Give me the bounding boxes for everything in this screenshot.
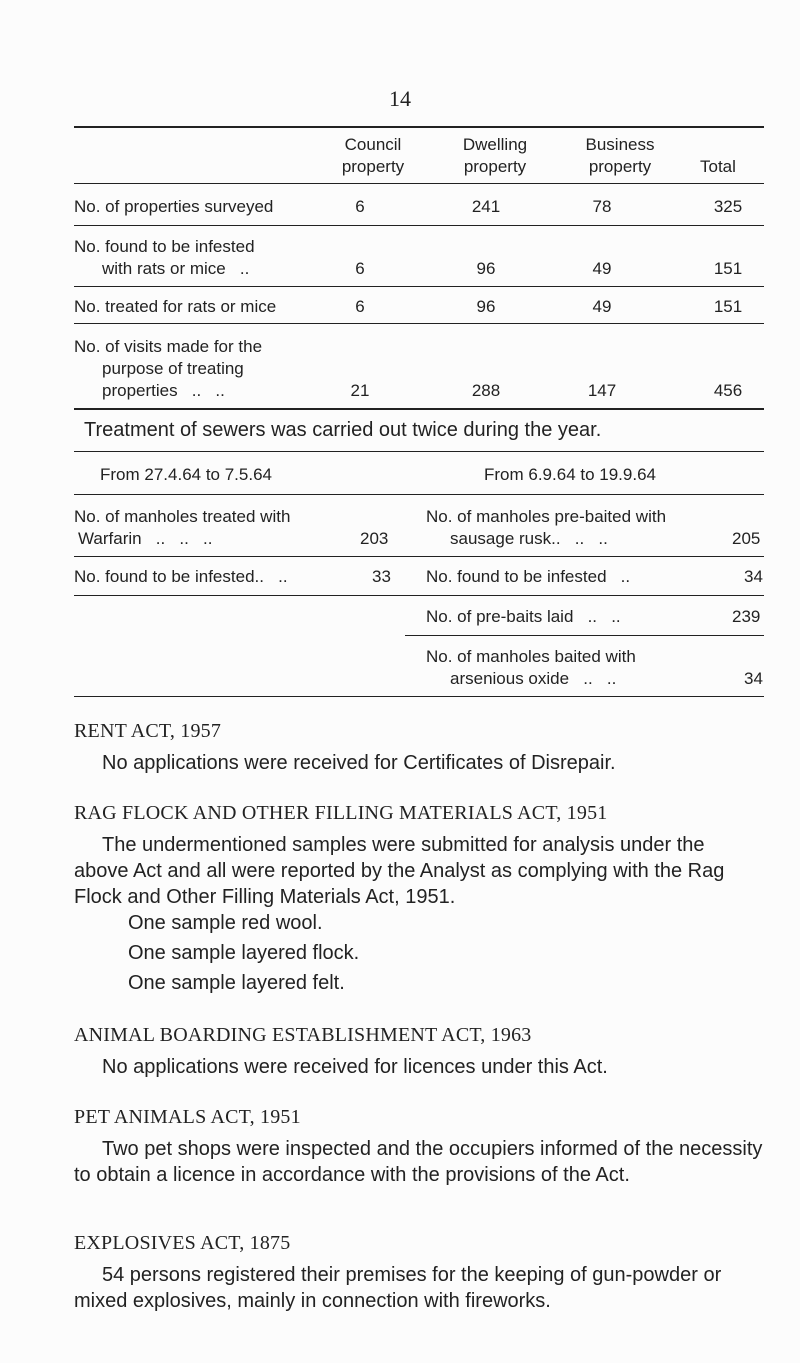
header-council-line2: property	[341, 157, 405, 176]
row-treated-label: No. treated for rats or mice	[74, 297, 277, 316]
header-dwelling	[440, 134, 550, 178]
row-visits-label-line1: No. of visits made for the	[74, 337, 263, 356]
row-infested-label	[74, 236, 255, 280]
row-infested-business: 49	[592, 259, 612, 278]
row-treated-council: 6	[355, 297, 365, 316]
row-rule	[74, 323, 764, 324]
row-visits-council: 21	[350, 381, 370, 400]
row-infested-council: 6	[355, 259, 365, 278]
row-surveyed-label: No. of properties surveyed	[74, 197, 274, 216]
row-infested-label-line2: with rats or mice ..	[102, 259, 250, 278]
right-arsenious-label-line2: arsenious oxide .. ..	[450, 669, 617, 688]
row-infested-total: 151	[713, 259, 743, 278]
row-visits-label-line3: properties .. ..	[102, 381, 225, 400]
right-infested-value: 34	[744, 567, 763, 586]
rag-flock-item: One sample layered felt.	[128, 972, 345, 994]
right-infested-label: No. found to be infested ..	[426, 567, 631, 586]
right-prebaited-label-line1: No. of manholes pre-baited with	[426, 507, 667, 526]
sewers-row-rule	[405, 635, 764, 636]
left-treated-value: 203	[360, 529, 389, 548]
table-top-rule	[74, 126, 764, 128]
left-infested-value: 33	[372, 567, 391, 586]
row-visits-label-line2: purpose of treating	[102, 359, 244, 378]
pet-animals-text: Two pet shops were inspected and the occupiers informed of the necessity to obtain a licence in accordance with the provisions of the Act.	[74, 1138, 763, 1186]
left-treated-label-line1: No. of manholes treated with	[74, 507, 291, 526]
rag-flock-item: One sample layered flock.	[128, 942, 360, 964]
header-dwelling-line2: property	[463, 157, 527, 176]
header-business	[565, 134, 675, 178]
row-rule	[74, 225, 764, 226]
rag-flock-heading: RAG FLOCK AND OTHER FILLING MATERIALS ACT, 1951	[74, 802, 608, 824]
sewers-header-rule	[74, 494, 764, 495]
row-surveyed-dwelling: 241	[471, 197, 501, 216]
right-prebaited-value: 205	[732, 529, 761, 548]
right-arsenious-label-line1: No. of manholes baited with	[426, 647, 636, 666]
right-prebaited-label-line2: sausage rusk.. .. ..	[450, 529, 608, 548]
row-infested-dwelling: 96	[476, 259, 496, 278]
row-treated-dwelling: 96	[476, 297, 496, 316]
row-surveyed-business: 78	[592, 197, 612, 216]
table-header-rule	[74, 183, 764, 184]
sewers-bottom-rule	[74, 696, 764, 697]
row-infested-label-line1: No. found to be infested	[74, 237, 255, 256]
left-period-header: From 27.4.64 to 7.5.64	[100, 465, 272, 484]
sewers-caption: Treatment of sewers was carried out twice during the year.	[84, 419, 602, 441]
explosives-heading: EXPLOSIVES ACT, 1875	[74, 1232, 291, 1254]
row-treated-total: 151	[713, 297, 743, 316]
row-visits-dwelling: 288	[471, 381, 501, 400]
right-prebaits-value: 239	[732, 607, 761, 626]
right-prebaited-label	[426, 506, 666, 550]
header-council	[318, 134, 428, 178]
rag-flock-text: The undermentioned samples were submitted for analysis under the above Act and all were reported by the Analyst as complying with the Rag Flock and Other Filling Materials Act, 1951.	[74, 834, 725, 908]
right-period-header: From 6.9.64 to 19.9.64	[484, 465, 656, 484]
header-business-line1: Business	[585, 135, 655, 154]
sewers-top-rule	[74, 451, 764, 452]
row-surveyed-total: 325	[713, 197, 743, 216]
page-number: 14	[389, 86, 411, 111]
row-surveyed-council: 6	[355, 197, 365, 216]
row-rule	[74, 286, 764, 287]
left-infested-label: No. found to be infested.. ..	[74, 567, 288, 586]
animal-boarding-heading: ANIMAL BOARDING ESTABLISHMENT ACT, 1963	[74, 1024, 532, 1046]
rag-flock-item: One sample red wool.	[128, 912, 323, 934]
row-treated-business: 49	[592, 297, 612, 316]
header-business-line2: property	[588, 157, 652, 176]
pet-animals-heading: PET ANIMALS ACT, 1951	[74, 1106, 301, 1128]
sewers-row-rule	[74, 595, 764, 596]
table-bottom-rule	[74, 408, 764, 410]
rent-act-heading: RENT ACT, 1957	[74, 720, 222, 742]
row-visits-business: 147	[587, 381, 617, 400]
header-dwelling-line1: Dwelling	[462, 135, 528, 154]
row-visits-label	[74, 336, 262, 402]
rent-act-text: No applications were received for Certificates of Disrepair.	[102, 752, 616, 774]
animal-boarding-text: No applications were received for licences under this Act.	[102, 1056, 608, 1078]
sewers-row-rule	[74, 556, 764, 557]
left-treated-label-line2: Warfarin .. .. ..	[78, 529, 213, 548]
header-council-line1: Council	[344, 135, 402, 154]
right-prebaits-label: No. of pre-baits laid .. ..	[426, 607, 621, 626]
row-visits-total: 456	[713, 381, 743, 400]
right-arsenious-value: 34	[744, 669, 763, 688]
right-arsenious-label	[426, 646, 636, 690]
left-treated-label	[74, 506, 290, 550]
explosives-text: 54 persons registered their premises for the keeping of gun-powder or mixed explosives, mainly in connection with fireworks.	[74, 1264, 722, 1312]
header-total: Total	[700, 157, 736, 176]
